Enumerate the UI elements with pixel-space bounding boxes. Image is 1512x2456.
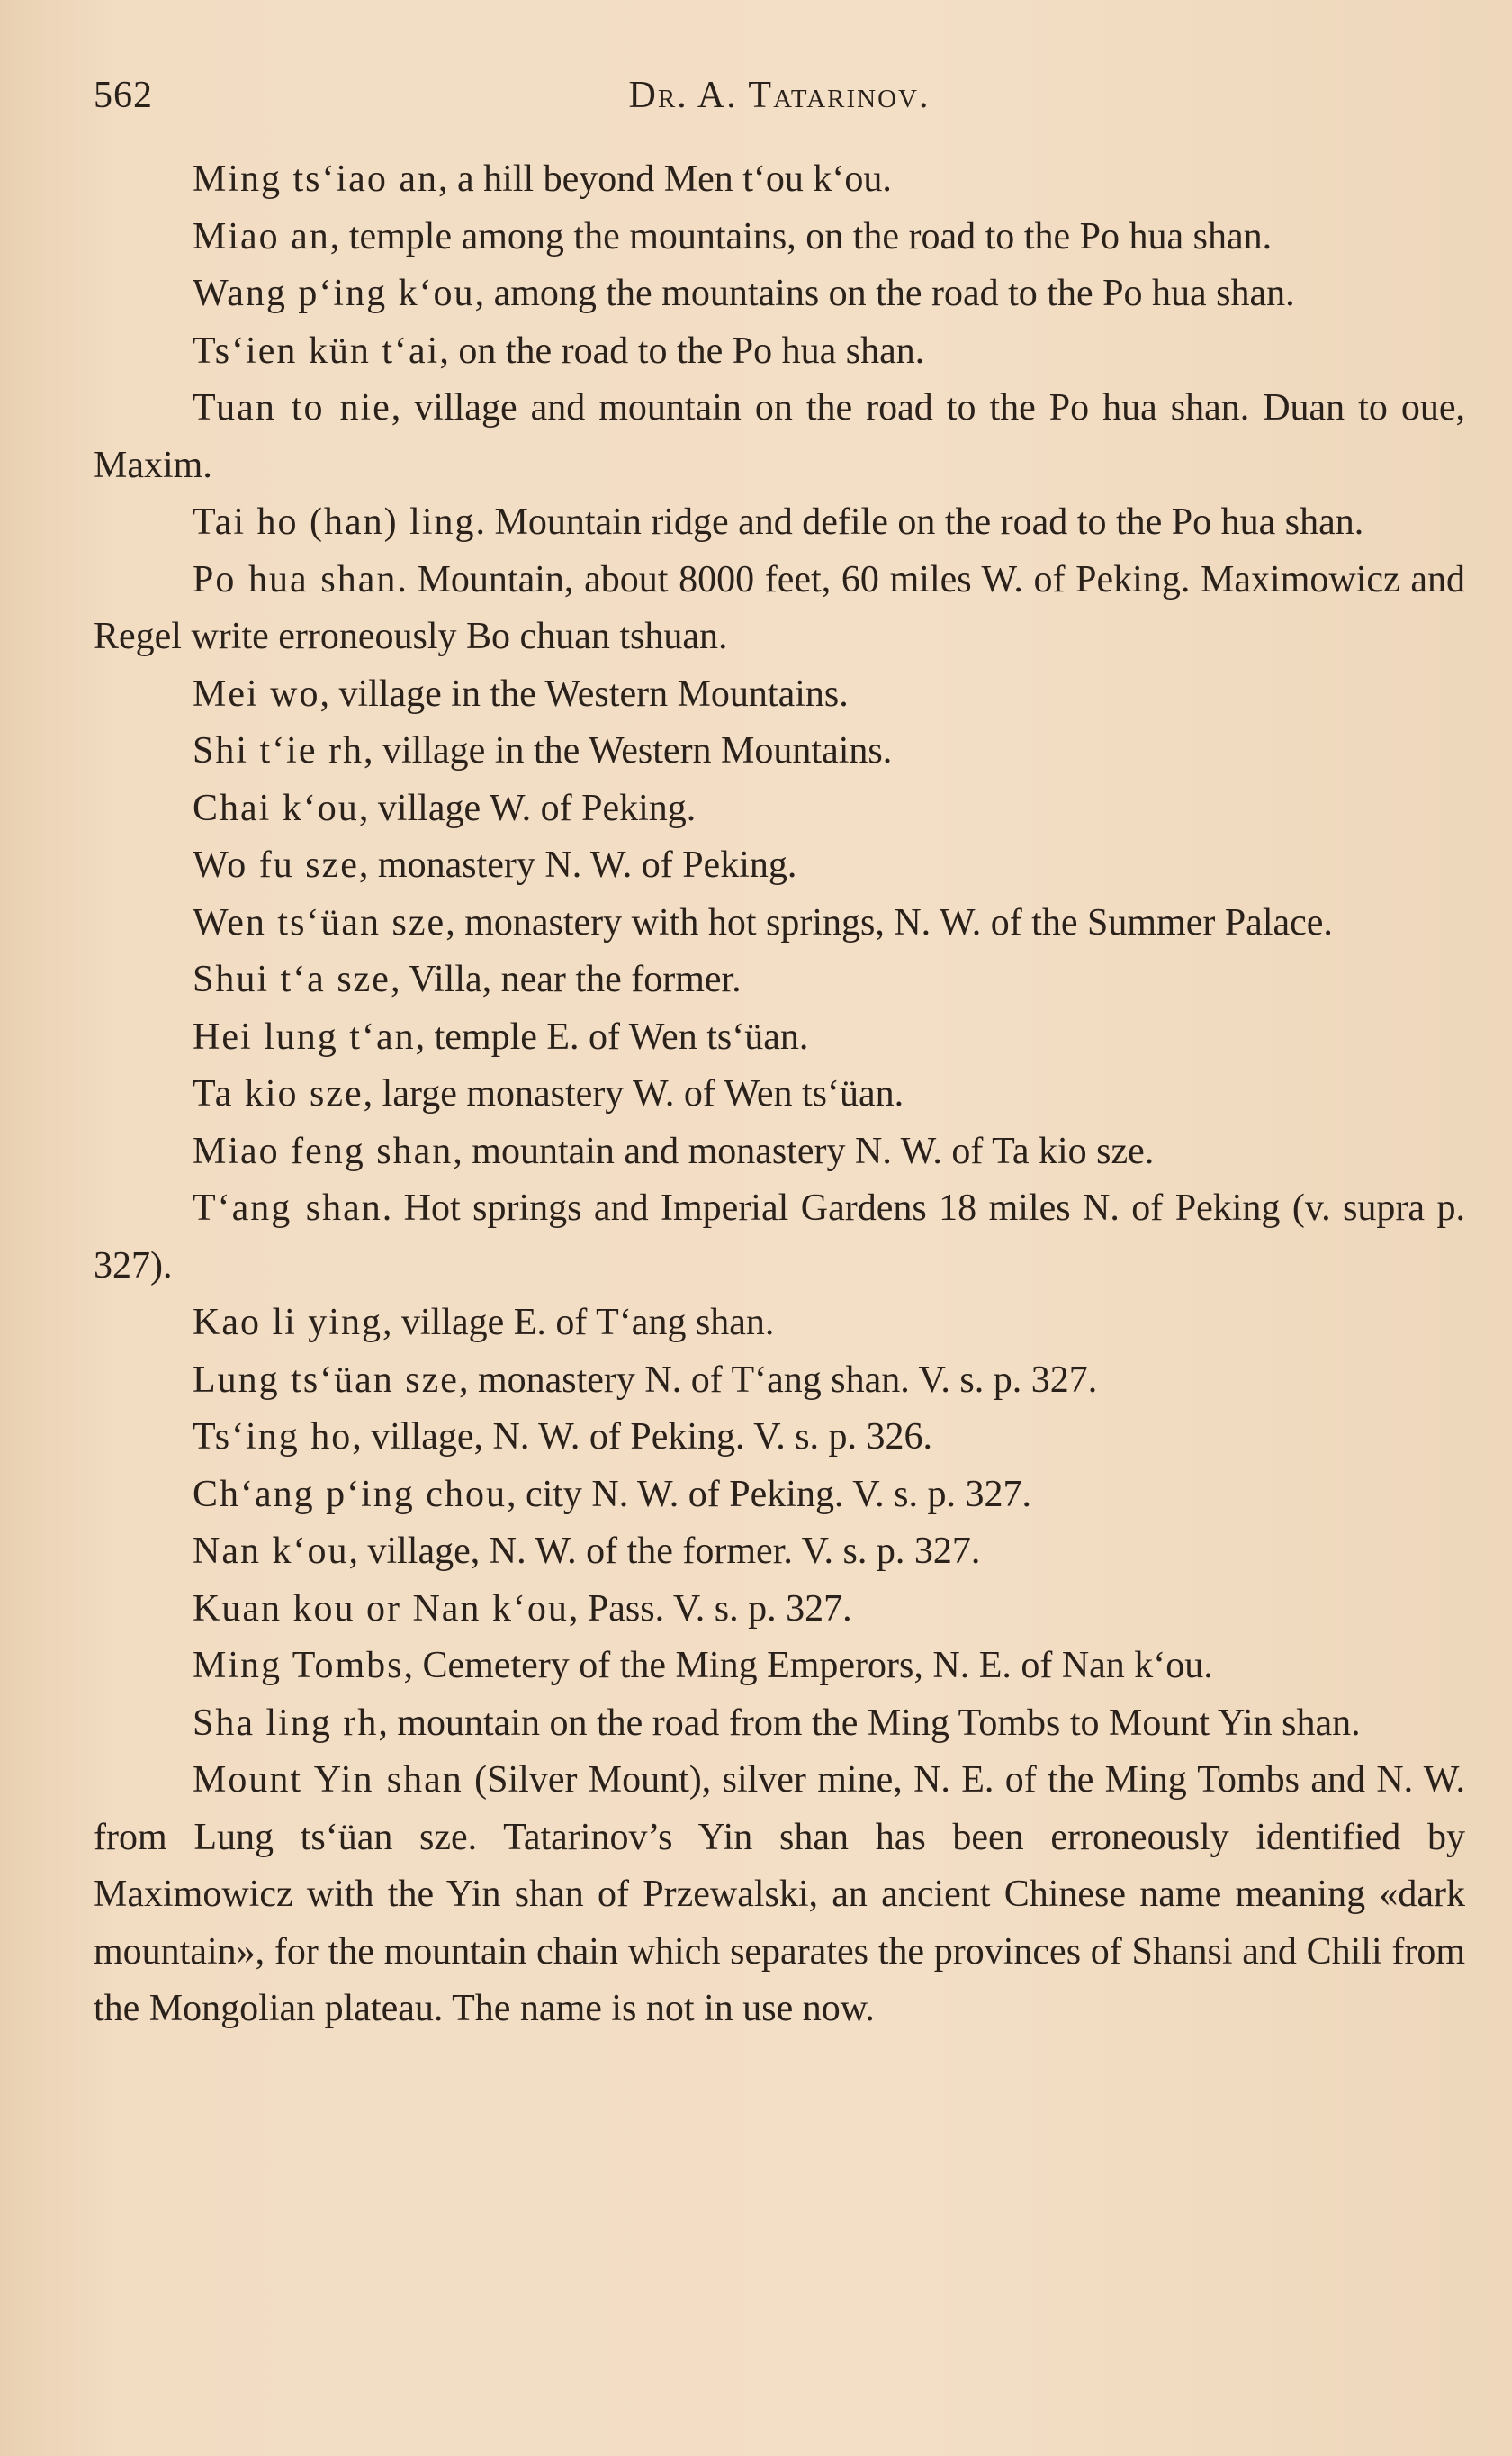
entry-term: Kao li ying	[193, 1302, 382, 1343]
entry-term: Ming Tombs	[193, 1645, 404, 1686]
running-head	[94, 74, 1465, 137]
entry-term: Nan kʻou	[193, 1530, 349, 1572]
gazetteer-entry	[94, 1638, 1465, 1695]
gazetteer-entry	[94, 323, 1465, 381]
gazetteer-entry	[94, 1066, 1465, 1124]
entry-text: , monastery N. of Tʻang shan. V. s. p. 327.	[458, 1359, 1098, 1401]
entry-term: Lung tsʻüan sze	[193, 1359, 459, 1401]
entry-text: , monastery with hot springs, N. W. of the Summer Palace.	[446, 901, 1333, 944]
entry-text: , among the mountains on the road to the Po hua shan.	[474, 273, 1295, 314]
entry-term: Shi tʻie rh	[193, 730, 364, 772]
gazetteer-entry	[94, 494, 1465, 552]
entry-text: , temple among the mountains, on the road to the Po hua shan.	[329, 215, 1273, 257]
entry-text: . Hot springs and Imperial Gardens 18 miles N. of Peking (v. supra p. 327).	[94, 1187, 1466, 1287]
page-number: 562	[94, 75, 153, 116]
gazetteer-entry	[94, 1523, 1465, 1581]
entry-term: Po hua shan	[193, 558, 398, 600]
gazetteer-entry	[94, 1295, 1465, 1352]
entry-term: Tuan to nie	[193, 387, 392, 429]
entry-term: Chʻang pʻing chou	[193, 1473, 507, 1515]
entry-text: , on the road to the Po hua shan.	[439, 330, 925, 372]
entry-term: Kuan kou or Nan kʻou	[193, 1587, 569, 1630]
gazetteer-entry	[94, 552, 1465, 666]
gazetteer-entry	[94, 151, 1465, 209]
entry-term: Wo fu sze	[193, 844, 359, 886]
entry-term: Chai kʻou	[193, 787, 359, 829]
gazetteer-entry	[94, 837, 1465, 895]
entry-text: , Cemetery of the Ming Emperors, N. E. of Nan kʻou.	[403, 1645, 1213, 1686]
entry-text: , village and mountain on the road to the Po hua shan. Duan to oue, Maxim.	[94, 387, 1465, 486]
entry-term: Wen tsʻüan sze	[193, 901, 446, 944]
gazetteer-entry	[94, 1409, 1465, 1467]
entry-term: Tsʻing ho	[193, 1416, 353, 1458]
gazetteer-entry	[94, 952, 1465, 1009]
gazetteer-entry	[94, 380, 1465, 494]
gazetteer-entry	[94, 1581, 1465, 1639]
entry-text: , village in the Western Mountains.	[320, 673, 849, 715]
gazetteer-entry	[94, 1180, 1465, 1295]
entry-term: Sha ling rh	[193, 1702, 379, 1744]
entry-term: Ta kio sze	[193, 1073, 364, 1115]
entry-term: Shui tʻa sze	[193, 959, 391, 1000]
gazetteer-entry	[94, 723, 1465, 781]
gazetteer-entry	[94, 1467, 1465, 1524]
entry-text: , a hill beyond Men tʻou kʻou.	[437, 158, 892, 200]
entry-text: , city N. W. of Peking. V. s. p. 327.	[506, 1473, 1031, 1515]
entry-text: , mountain on the road from the Ming Tombs to Mount Yin shan.	[378, 1702, 1361, 1744]
gazetteer-entry	[94, 1752, 1465, 2038]
entry-term: Hei lung tʻan	[193, 1016, 416, 1058]
gazetteer-entry	[94, 1695, 1465, 1753]
gazetteer-entry	[94, 666, 1465, 724]
entry-text: , village, N. W. of Peking. V. s. p. 326.	[352, 1416, 933, 1458]
entry-text: , village E. of Tʻang shan.	[382, 1302, 775, 1343]
entry-text: , large monastery W. of Wen tsʻüan.	[363, 1073, 904, 1115]
entry-term: Tsʻien kün tʻai	[193, 330, 440, 372]
entry-term: Mount Yin shan	[193, 1759, 464, 1801]
entry-text: , village in the Western Mountains.	[363, 730, 893, 772]
entry-text: , Villa, near the former.	[390, 959, 742, 1000]
gazetteer-entry	[94, 1124, 1465, 1181]
entry-text: , mountain and monastery N. W. of Ta kio sze.	[453, 1130, 1155, 1172]
entry-term: Tʻang shan	[193, 1187, 382, 1229]
entry-term: Wang pʻing kʻou	[193, 273, 475, 314]
entry-term: Miao an	[193, 215, 330, 257]
gazetteer-entries	[94, 151, 1465, 2038]
entry-text: (Silver Mount), silver mine, N. E. of the Ming Tombs and N. W. from Lung tsʻüan sze. Tatarinov’s Yin shan has been erroneously identified by Maximowicz with the Yin shan of Przewalski, an ancient Chinese name meaning «dark mountain», for the mountain chain which separates the provinces of Shansi and Chili from the Mongolian plateau. The name is not in use now.	[94, 1759, 1466, 2029]
entry-text: . Mountain, about 8000 feet, 60 miles W. of Peking. Maximowicz and Regel write erroneously Bo chuan tshuan.	[94, 558, 1465, 657]
entry-text: . Mountain ridge and defile on the road to the Po hua shan.	[475, 501, 1364, 543]
entry-term: Mei wo	[193, 673, 320, 715]
gazetteer-entry	[94, 266, 1465, 323]
running-head-author: Dr. A. Tatarinov.	[628, 75, 931, 116]
entry-term: Tai ho (han) ling	[193, 501, 476, 543]
entry-text: , monastery N. W. of Peking.	[358, 844, 797, 886]
entry-text: , village W. of Peking.	[358, 787, 697, 829]
gazetteer-entry	[94, 209, 1465, 266]
entry-text: , Pass. V. s. p. 327.	[568, 1587, 852, 1630]
gazetteer-entry	[94, 1009, 1465, 1067]
entry-text: , village, N. W. of the former. V. s. p. 327.	[348, 1530, 981, 1572]
entry-term: Miao feng shan	[193, 1130, 454, 1172]
entry-term: Ming tsʻiao an	[193, 158, 438, 200]
gazetteer-entry	[94, 781, 1465, 838]
gazetteer-entry	[94, 1352, 1465, 1410]
gazetteer-entry	[94, 895, 1465, 953]
entry-text: , temple E. of Wen tsʻüan.	[415, 1016, 809, 1058]
